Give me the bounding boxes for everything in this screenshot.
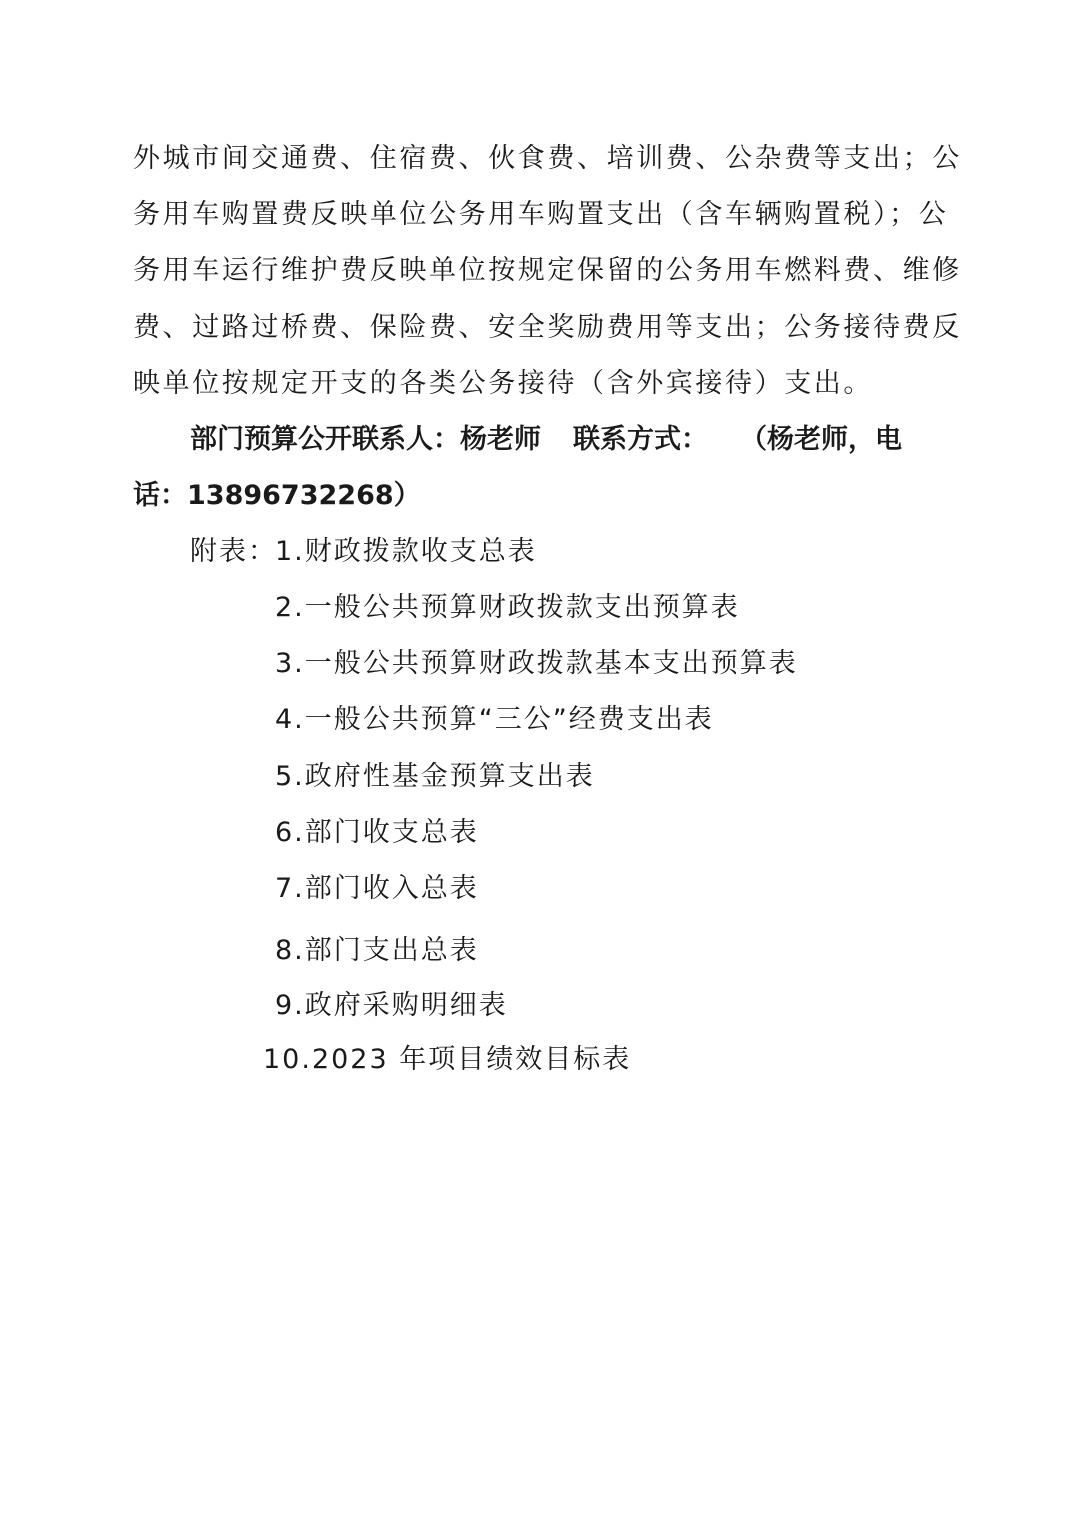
contact-line-2: 话：13896732268）: [133, 480, 421, 511]
contact-method-label: 联系方式：: [573, 424, 708, 455]
paragraph-line: 务用车购置费反映单位公务用车购置支出（含车辆购置税）；公: [133, 199, 949, 230]
paragraph-line: 映单位按规定开支的各类公务接待（含外宾接待）支出。: [133, 368, 873, 399]
contact-person: 部门预算公开联系人：杨老师: [190, 424, 541, 455]
paragraph-line: 外城市间交通费、住宿费、伙食费、培训费、公杂费等支出；公: [133, 143, 962, 174]
appendix-item: 10.2023 年项目绩效目标表: [263, 1044, 632, 1075]
appendix-item: 7.部门收入总表: [275, 873, 479, 904]
appendix-item: 3.一般公共预算财政拨款基本支出预算表: [275, 648, 798, 679]
appendix-item: 9.政府采购明细表: [275, 990, 508, 1021]
appendix-item: 6.部门收支总表: [275, 817, 479, 848]
appendix-item: 8.部门支出总表: [275, 935, 479, 966]
paragraph-line: 务用车运行维护费反映单位按规定保留的公务用车燃料费、维修: [133, 255, 962, 286]
appendix-label: 附表：: [190, 536, 277, 567]
appendix-item: 5.政府性基金预算支出表: [275, 761, 595, 792]
appendix-item: 1.财政拨款收支总表: [275, 536, 537, 567]
appendix-item: 4.一般公共预算“三公”经费支出表: [275, 704, 714, 735]
contact-line-1: [190, 423, 945, 457]
appendix-item: 2.一般公共预算财政拨款支出预算表: [275, 592, 740, 623]
paragraph-line: 费、过路过桥费、保险费、安全奖励费用等支出；公务接待费反: [133, 312, 962, 343]
contact-phone-start: （杨老师，电: [740, 424, 902, 455]
